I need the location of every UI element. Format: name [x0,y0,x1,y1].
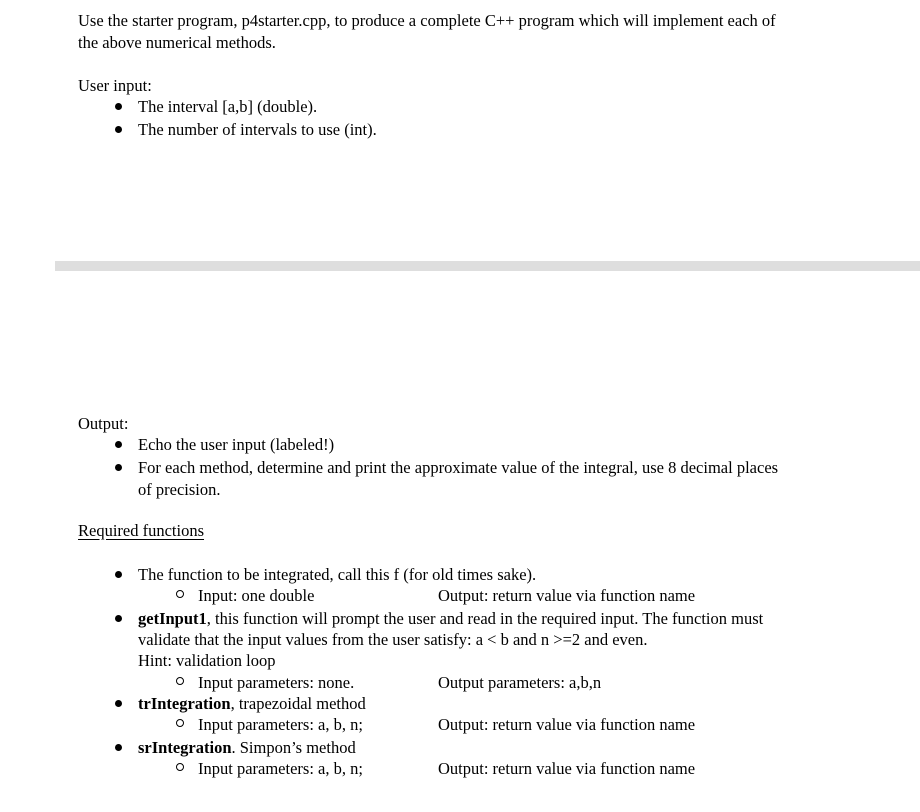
intro-line-1: Use the starter program, p4starter.cpp, to produce a complete C++ program which will implement each of [78,11,776,30]
srintegration-description [138,737,356,758]
srintegration-desc: . Simpon’s method [231,738,356,757]
trintegration-output: Output: return value via function name [438,715,696,734]
getinput1-desc: , this function will prompt the user and read in the required input. The function must [206,609,764,628]
output-heading: Output: [78,414,129,433]
bullet-icon [115,571,122,578]
srintegration-output: Output: return value via function name [438,759,696,778]
required-functions-heading: Required functions [78,521,205,540]
bullet-icon [115,103,122,110]
user-input-item-interval: The interval [a,b] (double). [138,97,318,116]
user-input-heading: User input: [78,76,152,95]
output-item-echo: Echo the user input (labeled!) [138,435,335,454]
srintegration-input: Input parameters: a, b, n; [198,759,363,778]
user-input-item-intervals: The number of intervals to use (int). [138,120,377,139]
intro-line-2: the above numerical methods. [78,33,276,52]
getinput1-description-line-2: validate that the input values from the user satisfy: a < b and n >=2 and even. [138,630,648,649]
bullet-icon [115,441,122,448]
function-f-output: Output: return value via function name [438,586,696,605]
trintegration-name: trIntegration [138,694,231,713]
function-f-input: Input: one double [198,586,315,605]
bullet-icon [115,700,122,707]
sub-bullet-icon [176,677,184,685]
bullet-icon [115,744,122,751]
srintegration-name: srIntegration [138,738,232,757]
sub-bullet-icon [176,590,184,598]
page-separator [55,261,920,271]
output-item-method-line-1: For each method, determine and print the approximate value of the integral, use 8 decimal places [138,458,779,477]
sub-bullet-icon [176,719,184,727]
trintegration-desc: , trapezoidal method [230,694,366,713]
bullet-icon [115,126,122,133]
bullet-icon [115,464,122,471]
getinput1-name: getInput1 [138,609,207,628]
getinput1-description-line-1 [138,608,763,629]
function-f-description: The function to be integrated, call this f (for old times sake). [138,565,537,584]
bullet-icon [115,615,122,622]
output-item-method-line-2: of precision. [138,480,221,499]
getinput1-input: Input parameters: none. [198,673,355,692]
trintegration-description [138,693,366,714]
getinput1-output: Output parameters: a,b,n [438,673,602,692]
trintegration-input: Input parameters: a, b, n; [198,715,363,734]
getinput1-hint: Hint: validation loop [138,651,276,670]
sub-bullet-icon [176,763,184,771]
